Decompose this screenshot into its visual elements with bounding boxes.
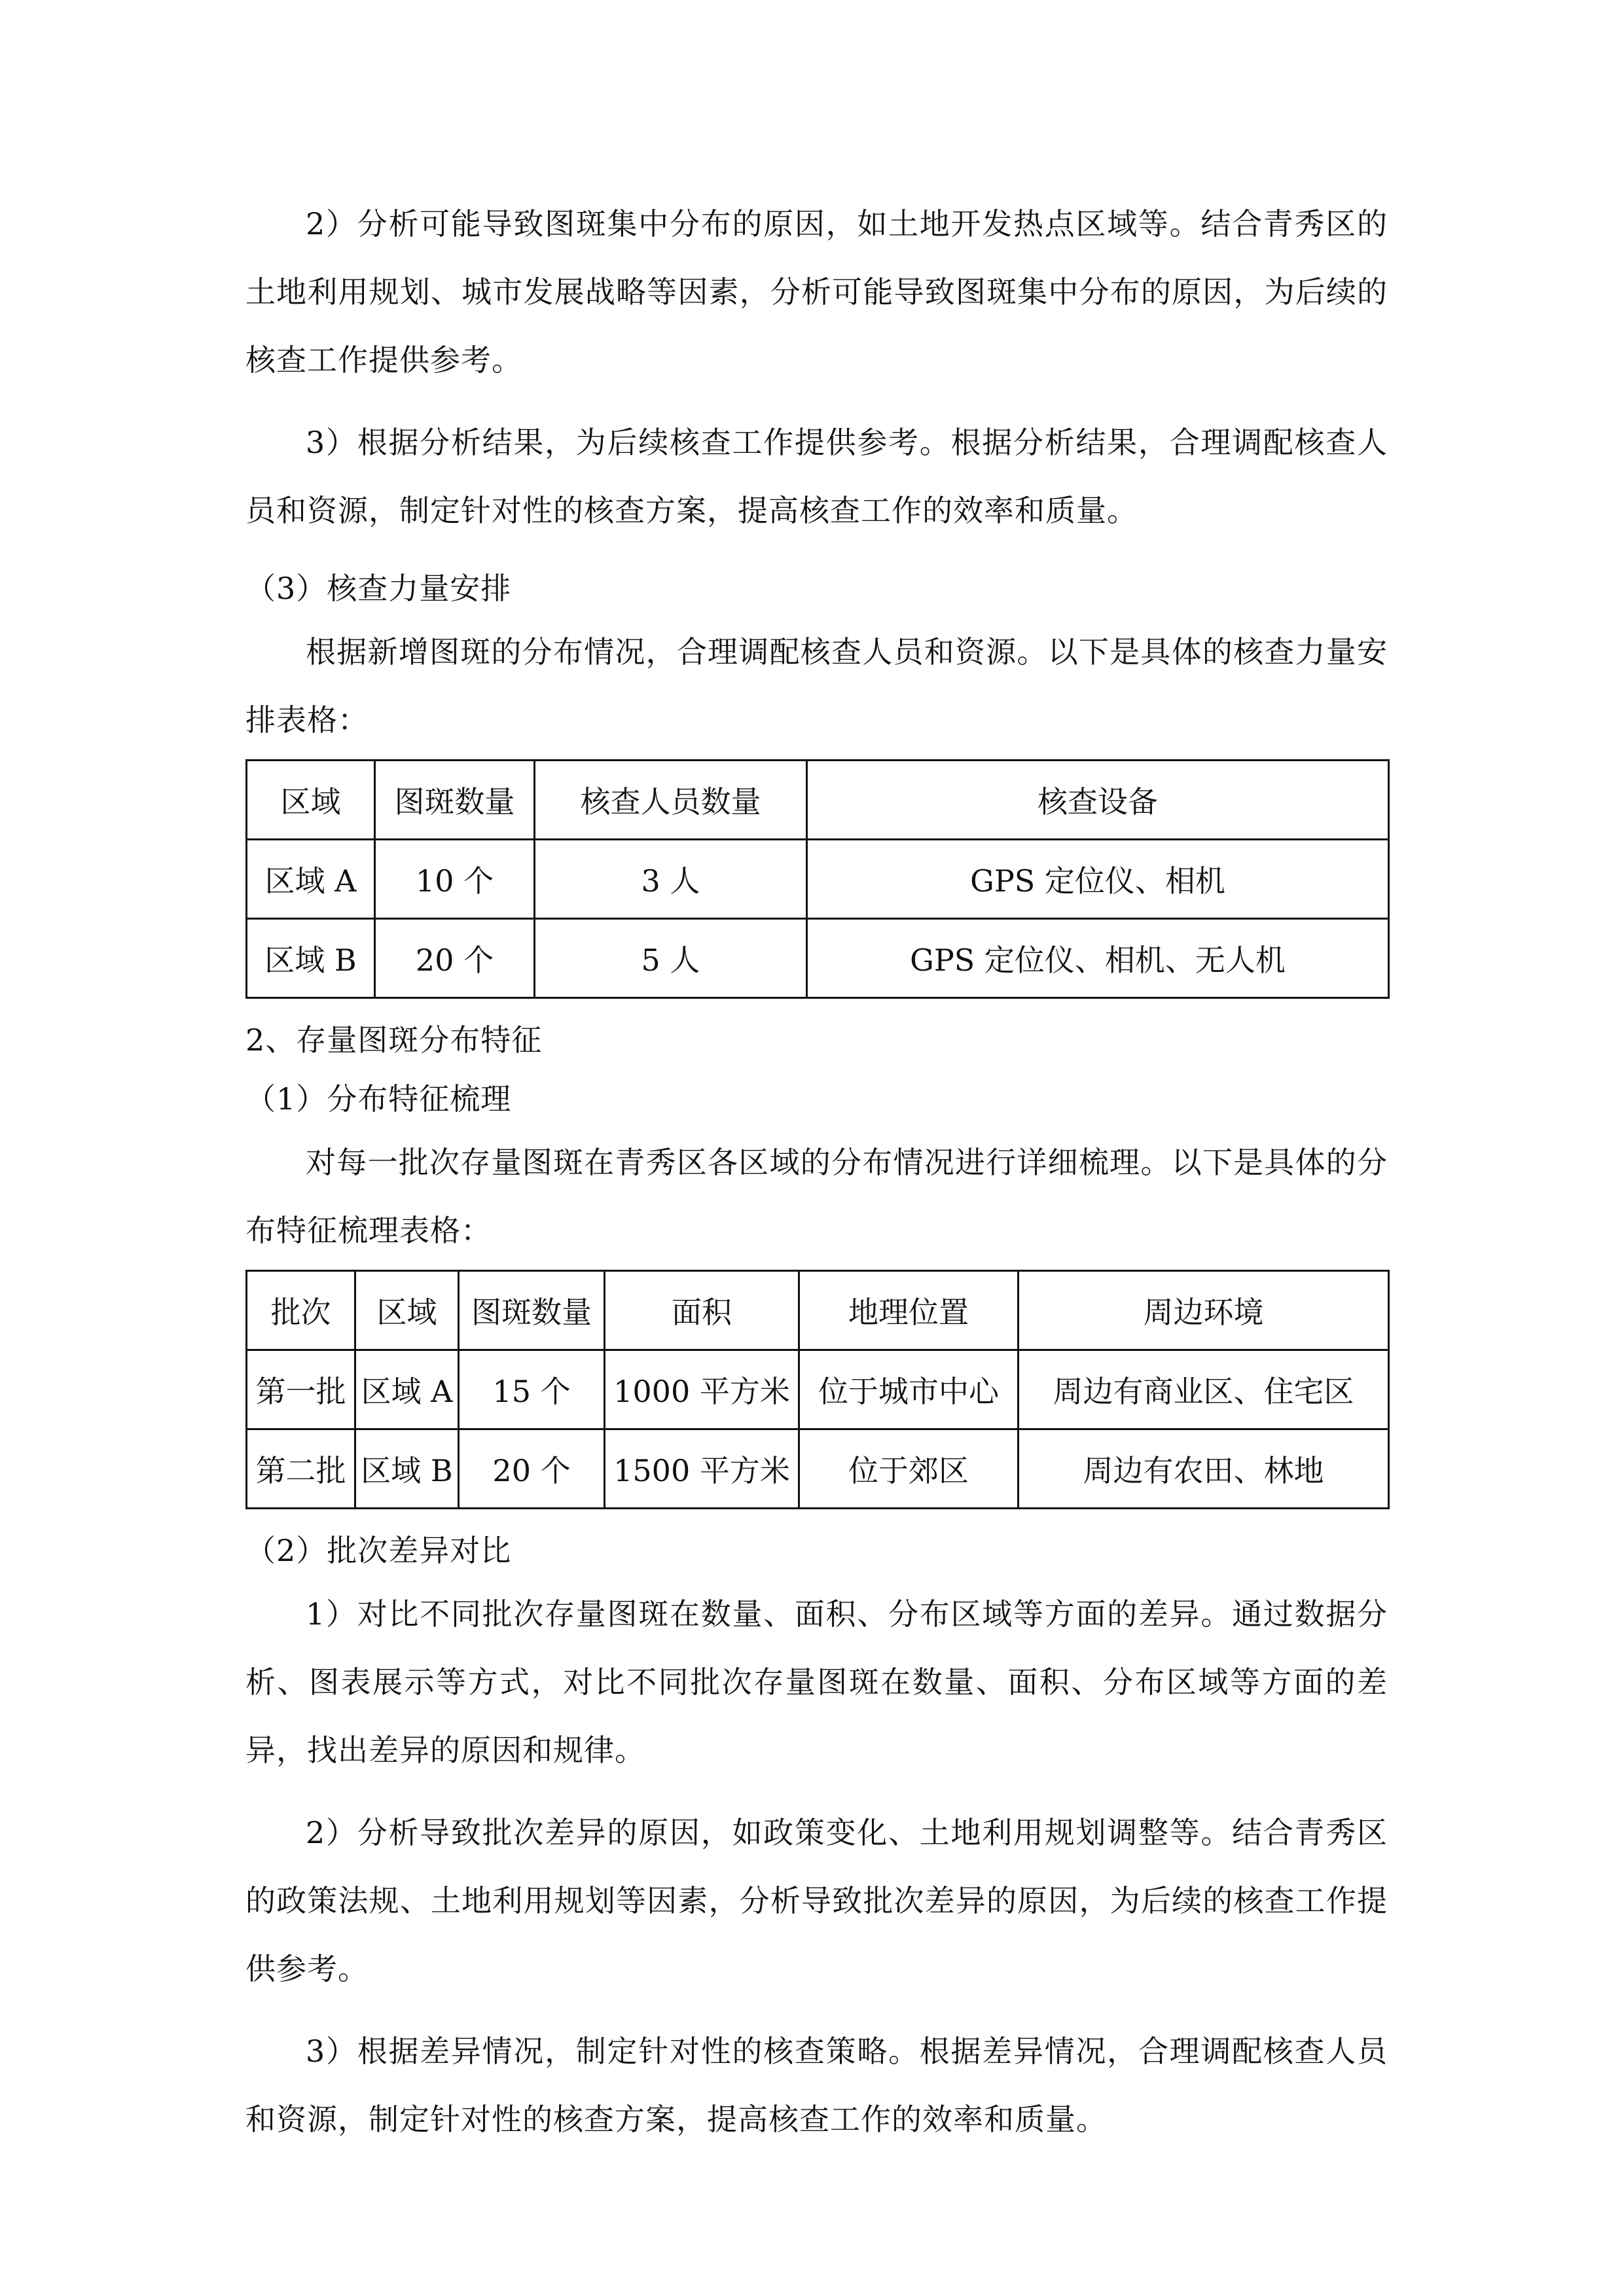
paragraph-batch-compare: 1）对比不同批次存量图斑在数量、面积、分布区域等方面的差异。通过数据分析、图表展示等方式，对比不同批次存量图斑在数量、面积、分布区域等方面的差异，找出差异的原因和规律。 bbox=[245, 1596, 1388, 1768]
table-header-cell: 核查人员数量 bbox=[535, 761, 807, 840]
section-heading-staffing: （3）核查力量安排 bbox=[245, 571, 512, 606]
table-cell: 区域 A bbox=[355, 1350, 459, 1429]
paragraph-distribution-intro: 对每一批次存量图斑在青秀区各区域的分布情况进行详细梳理。以下是具体的分布特征梳理表格： bbox=[245, 1145, 1388, 1248]
table-header-row bbox=[247, 1271, 1389, 1350]
paragraph-analysis-result: 3）根据分析结果，为后续核查工作提供参考。根据分析结果，合理调配核查人员和资源，制定针对性的核查方案，提高核查工作的效率和质量。 bbox=[245, 425, 1388, 528]
table-row bbox=[247, 1429, 1389, 1509]
section-heading-distribution: （1）分布特征梳理 bbox=[245, 1081, 512, 1117]
table-row bbox=[247, 1350, 1389, 1429]
paragraph-staffing-intro: 根据新增图斑的分布情况，合理调配核查人员和资源。以下是具体的核查力量安排表格： bbox=[245, 634, 1388, 738]
table-header-cell: 周边环境 bbox=[1019, 1271, 1389, 1350]
table-header-cell: 图斑数量 bbox=[375, 761, 535, 840]
table-header-cell: 核查设备 bbox=[807, 761, 1389, 840]
table-cell: 周边有商业区、住宅区 bbox=[1019, 1350, 1389, 1429]
table-cell: 周边有农田、林地 bbox=[1019, 1429, 1389, 1509]
table-header-cell: 区域 bbox=[247, 761, 375, 840]
staffing-table bbox=[245, 759, 1390, 999]
table-header-cell: 面积 bbox=[605, 1271, 799, 1350]
paragraph-batch-cause: 2）分析导致批次差异的原因，如政策变化、土地利用规划调整等。结合青秀区的政策法规、土地利用规划等因素，分析导致批次差异的原因，为后续的核查工作提供参考。 bbox=[245, 1815, 1388, 1986]
table-cell: 15 个 bbox=[459, 1350, 605, 1429]
table-cell: 位于郊区 bbox=[799, 1429, 1019, 1509]
distribution-table bbox=[245, 1270, 1390, 1509]
table-cell: 1000 平方米 bbox=[605, 1350, 799, 1429]
table-cell: 5 人 bbox=[535, 919, 807, 998]
table-cell: 20 个 bbox=[375, 919, 535, 998]
table-header-cell: 批次 bbox=[247, 1271, 355, 1350]
table-header-cell: 地理位置 bbox=[799, 1271, 1019, 1350]
paragraph-cause-analysis: 2）分析可能导致图斑集中分布的原因，如土地开发热点区域等。结合青秀区的土地利用规划、城市发展战略等因素，分析可能导致图斑集中分布的原因，为后续的核查工作提供参考。 bbox=[245, 206, 1388, 378]
table-cell: 区域 A bbox=[247, 840, 375, 919]
paragraph-batch-strategy: 3）根据差异情况，制定针对性的核查策略。根据差异情况，合理调配核查人员和资源，制定针对性的核查方案，提高核查工作的效率和质量。 bbox=[245, 2034, 1388, 2137]
table-cell: 1500 平方米 bbox=[605, 1429, 799, 1509]
page-content bbox=[245, 190, 1388, 2168]
table-header-cell: 图斑数量 bbox=[459, 1271, 605, 1350]
section-heading-batch-diff: （2）批次差异对比 bbox=[245, 1533, 512, 1568]
table-cell: 3 人 bbox=[535, 840, 807, 919]
section-heading-stock: 2、存量图斑分布特征 bbox=[245, 1022, 543, 1058]
table-cell: 第二批 bbox=[247, 1429, 355, 1509]
table-row bbox=[247, 840, 1389, 919]
table-cell: 10 个 bbox=[375, 840, 535, 919]
table-cell: GPS 定位仪、相机、无人机 bbox=[807, 919, 1389, 998]
table-row bbox=[247, 919, 1389, 998]
table-cell: 区域 B bbox=[355, 1429, 459, 1509]
table-cell: 区域 B bbox=[247, 919, 375, 998]
table-cell: 位于城市中心 bbox=[799, 1350, 1019, 1429]
table-cell: 20 个 bbox=[459, 1429, 605, 1509]
table-header-cell: 区域 bbox=[355, 1271, 459, 1350]
table-cell: 第一批 bbox=[247, 1350, 355, 1429]
table-cell: GPS 定位仪、相机 bbox=[807, 840, 1389, 919]
table-header-row bbox=[247, 761, 1389, 840]
